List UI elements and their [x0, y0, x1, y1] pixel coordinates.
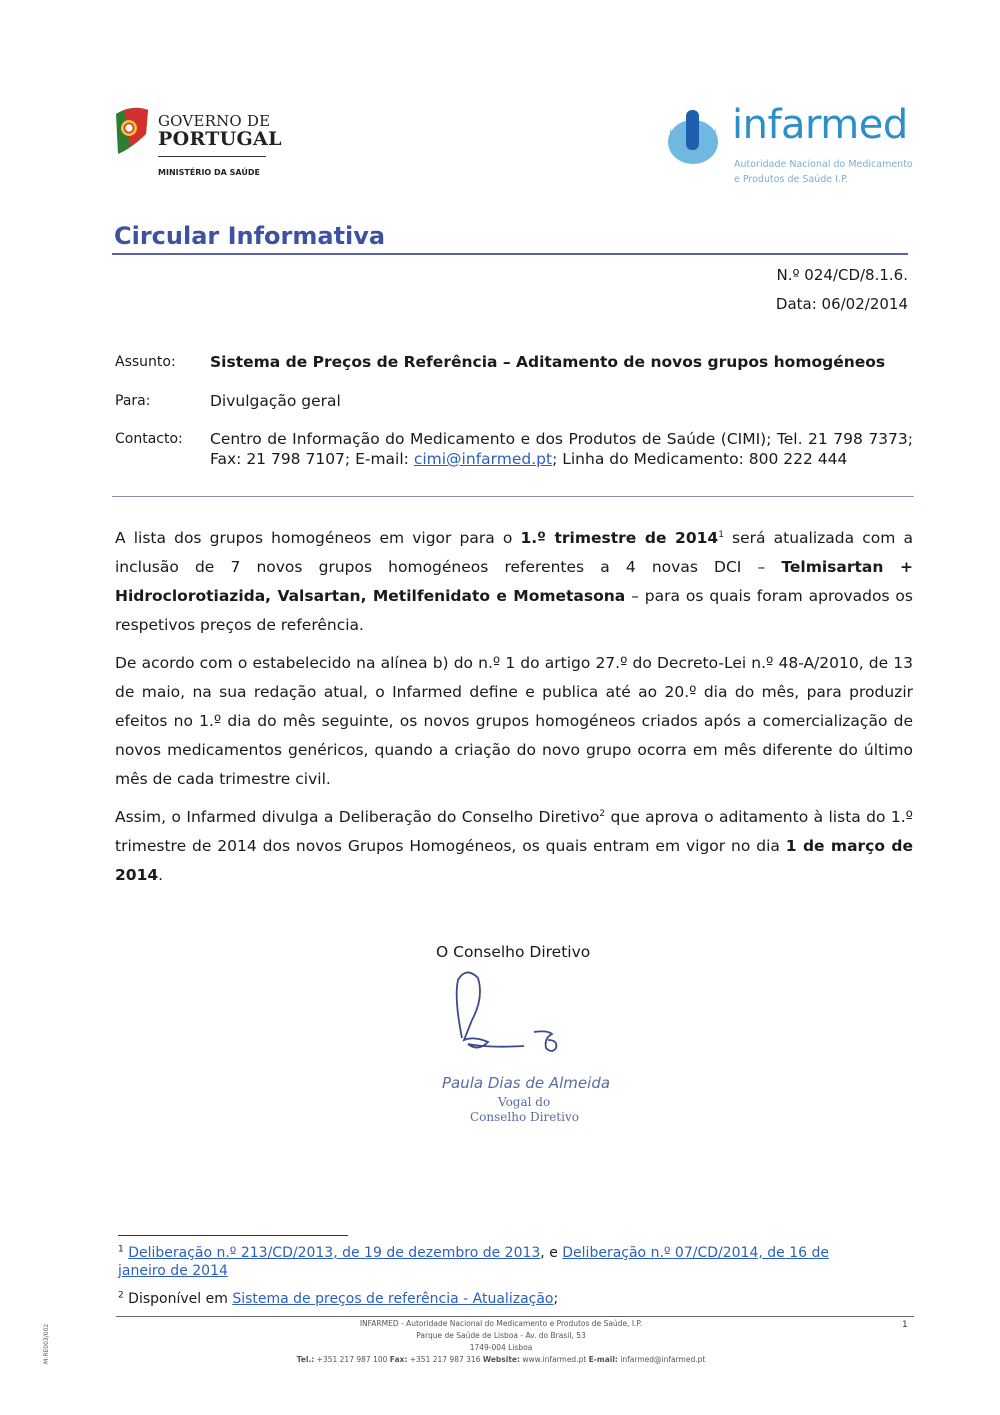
- gov-divider: [158, 156, 266, 157]
- footnote-ref-1: 1: [718, 529, 724, 540]
- council-label: O Conselho Diretivo: [436, 943, 591, 961]
- footnote-1: [118, 1244, 878, 1280]
- title-divider: [112, 253, 908, 255]
- p1-text-a: A lista dos grupos homogéneos em vigor para o: [115, 529, 521, 547]
- footnote-2-number: 2: [118, 1290, 124, 1301]
- gov-line1: GOVERNO DE: [158, 112, 271, 130]
- stamp-role-1: Vogal do: [498, 1095, 551, 1109]
- footnote-1-mid: , e: [540, 1245, 563, 1261]
- body-paragraph-3: [115, 803, 913, 890]
- footer-web: www.infarmed.pt: [520, 1355, 589, 1364]
- recipient-value: Divulgação geral: [210, 392, 341, 410]
- contact-text-post: ; Linha do Medicamento: 800 222 444: [552, 450, 848, 468]
- contact-text-pre: Centro de Informação do Medicamento e dos Produtos de Saúde (CIMI); Tel. 21 798 7373; Fax: 21 798 7107; E-mail:: [210, 430, 913, 468]
- footnote-2-post: ;: [553, 1291, 559, 1307]
- side-code-text: M-RE003/002: [43, 1324, 50, 1364]
- p1-text-e: – para os quais foram aprovados os respetivos preços de referência.: [115, 587, 913, 634]
- stamp-name: Paula Dias de Almeida: [442, 1074, 611, 1092]
- contact-email-link[interactable]: cimi@infarmed.pt: [413, 450, 553, 468]
- page-number: 1: [902, 1320, 908, 1330]
- subject-label: Assunto:: [115, 354, 176, 370]
- recipient-label: Para:: [115, 393, 151, 409]
- body-paragraph-2: De acordo com o estabelecido na alínea b) do n.º 1 do artigo 27.º do Decreto-Lei n.º 48-A/2010, de 13 de maio, na sua redação atual, o Infarmed define e publica até ao 20.º dia do mês, para produzir efeitos no 1.º dia do mês seguinte, os novos grupos homogéneos criados após a comercialização de novos medicamentos genéricos, quando a criação do novo grupo ocorra em mês diferente do último mês de cada trimestre civil.: [115, 654, 913, 788]
- footer-tel-label: Tel.:: [296, 1355, 315, 1364]
- footer-divider: [116, 1316, 914, 1317]
- footer-fax: +351 217 987 316: [407, 1355, 483, 1364]
- footnote-divider: [118, 1235, 348, 1236]
- contact-label: Contacto:: [115, 431, 183, 447]
- footnote-2-pre: Disponível em: [123, 1291, 233, 1307]
- subject-value: Sistema de Preços de Referência – Aditamento de novos grupos homogéneos: [210, 353, 886, 371]
- document-number: N.º 024/CD/8.1.6.: [776, 266, 908, 284]
- footnote-ref-2: 2: [599, 808, 606, 819]
- footer-web-label: Website:: [482, 1355, 520, 1364]
- p1-text-c: será atualizada com a inclusão de 7 novos grupos homogéneos referentes a 4 novas DCI –: [115, 529, 913, 576]
- footnote-1-number: 1: [118, 1244, 124, 1255]
- infarmed-symbol-icon: [664, 106, 722, 166]
- body-paragraph-1: [115, 524, 913, 640]
- infarmed-tagline-2: e Produtos de Saúde I.P.: [734, 174, 849, 185]
- infarmed-logo: [664, 104, 914, 188]
- footer-email: infarmed@infarmed.pt: [617, 1355, 706, 1364]
- gov-line2: PORTUGAL: [158, 128, 282, 150]
- footer-line-2: Parque de Saúde de Lisboa - Av. do Brasil, 53: [416, 1331, 586, 1340]
- infarmed-tagline-1: Autoridade Nacional do Medicamento: [734, 159, 913, 170]
- p3-text-d: .: [158, 866, 164, 884]
- contact-value: [210, 429, 913, 469]
- footnote-2: [118, 1290, 878, 1308]
- portugal-emblem-icon: [112, 104, 150, 156]
- stamp-role-2: Conselho Diretivo: [470, 1110, 579, 1124]
- document-title: Circular Informativa: [114, 222, 386, 250]
- footnote-2-link[interactable]: Sistema de preços de referência - Atualização: [232, 1291, 554, 1307]
- p1-dci-list: Telmisartan + Hidroclorotiazida, Valsartan, Metilfenidato e Mometasona: [115, 558, 913, 605]
- footer-line-1: INFARMED - Autoridade Nacional do Medicamento e Produtos de Saúde, I.P.: [359, 1319, 643, 1328]
- infarmed-wordmark: infarmed: [732, 102, 908, 148]
- p3-text-a: Assim, o Infarmed divulga a Deliberação do Conselho Diretivo: [115, 808, 600, 826]
- footer-email-label: E-mail:: [588, 1355, 618, 1364]
- side-code: [40, 1324, 50, 1364]
- footnote-1-link-2[interactable]: Deliberação n.º 07/CD/2014, de 16 de janeiro de 2014: [118, 1245, 829, 1279]
- governo-portugal-logo: [112, 104, 282, 184]
- footer-fax-label: Fax:: [389, 1355, 408, 1364]
- handwritten-signature-icon: [448, 968, 568, 1058]
- gov-ministry: MINISTÉRIO DA SAÚDE: [158, 168, 260, 177]
- signature-stamp: [442, 1074, 612, 1134]
- meta-divider: [112, 496, 914, 497]
- footer-contacts: [116, 1355, 886, 1364]
- document-date: Data: 06/02/2014: [775, 295, 908, 313]
- footer-line-3: 1749-004 Lisboa: [469, 1343, 533, 1352]
- footnote-1-link-1[interactable]: Deliberação n.º 213/CD/2013, de 19 de dezembro de 2013: [128, 1245, 541, 1261]
- p3-text-b: que aprova o aditamento à lista do 1.º trimestre de 2014 dos novos Grupos Homogéneos, os quais entram em vigor no dia: [115, 808, 913, 855]
- footer-tel: +351 217 987 100: [314, 1355, 390, 1364]
- p1-trimester: 1.º trimestre de 2014: [520, 529, 719, 547]
- p3-effective-date: 1 de março de 2014: [115, 837, 913, 884]
